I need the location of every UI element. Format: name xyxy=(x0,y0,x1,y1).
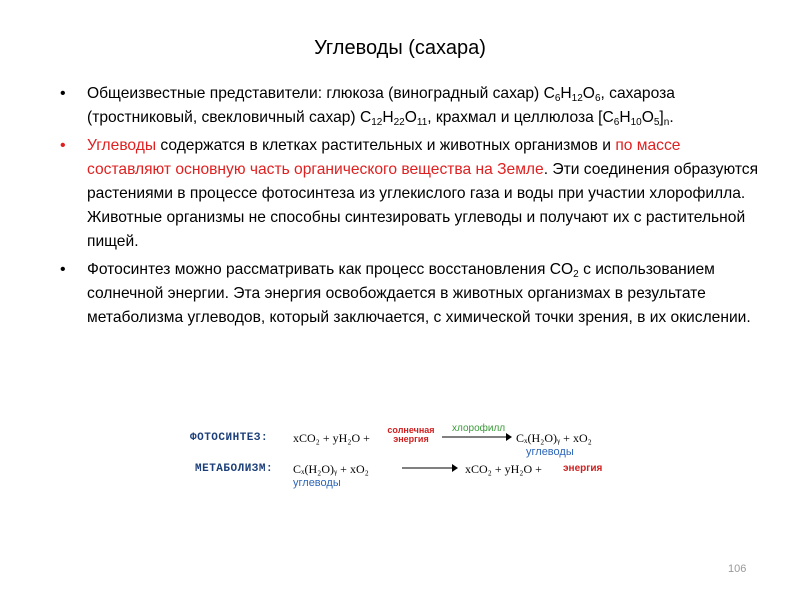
bullet-dot: • xyxy=(60,85,66,102)
slide-title: Углеводы (сахара) xyxy=(314,37,486,59)
subscript: 12 xyxy=(571,93,583,104)
bullet-2 xyxy=(60,134,760,254)
bullet-dot: • xyxy=(60,137,66,154)
subscript: 2 xyxy=(573,269,579,280)
metabolism-label: МЕТАБОЛИЗМ: xyxy=(195,463,274,475)
text: O xyxy=(582,85,595,102)
text: ] xyxy=(659,109,664,126)
chlorophyll-label: хлорофилл xyxy=(452,423,506,434)
photosynthesis-products: Cₓ(H₂O)ᵧ + xO₂ xyxy=(516,431,592,445)
page-number: 106 xyxy=(728,563,747,575)
text: . xyxy=(669,109,674,126)
bullet-dot: • xyxy=(60,261,66,278)
photosynthesis-label: ФОТОСИНТЕЗ: xyxy=(190,432,269,444)
solar-line1: солнечная xyxy=(387,425,435,435)
text: H xyxy=(619,109,631,126)
subscript: 6 xyxy=(554,93,561,104)
text: Общеизвестные представители: глюкоза (виноградный сахар) C xyxy=(87,85,555,102)
highlight-text: Углеводы xyxy=(87,137,157,154)
bullet-1 xyxy=(60,82,760,130)
solar-energy-label xyxy=(385,426,437,444)
subscript: 10 xyxy=(630,117,642,128)
text: Фотосинтез можно рассматривать как процесс восстановления CO xyxy=(87,261,574,278)
bullet-list xyxy=(60,82,760,334)
arrow-icon xyxy=(402,463,458,473)
metabolism-reactants: Cₓ(H₂O)ᵧ + xO₂ xyxy=(293,462,369,476)
text: с использованием солнечной энергии. Эта энергия освобождается в животных организмах в результате метаболизма углеводов, который заключается, с химической точки зрения, в их окислении. xyxy=(87,261,751,326)
energy-label: энергия xyxy=(563,463,603,474)
subscript: 11 xyxy=(416,117,428,128)
text: , крахмал и целлюлоза [C xyxy=(427,109,614,126)
text: . Эти соединения образуются растениями в процессе фотосинтеза из углекислого газа и воды при участии хлорофилла. Животные организмы не способны синтезировать углеводы и получают их с растительной пищей. xyxy=(87,161,759,250)
text: H xyxy=(382,109,394,126)
arrow-icon xyxy=(442,432,512,442)
metabolism-products: xCO₂ + yH₂O + xyxy=(465,462,542,476)
carbohydrates-label: углеводы xyxy=(293,477,341,489)
subscript: 6 xyxy=(613,117,620,128)
highlight-text: по массе составляют основную часть органического вещества на Земле xyxy=(87,137,681,178)
subscript: 22 xyxy=(393,117,405,128)
text: H xyxy=(560,85,572,102)
text: содержатся в клетках растительных и животных организмов и xyxy=(156,137,616,154)
photosynthesis-reactants: xCO₂ + yH₂O + xyxy=(293,431,370,445)
subscript: 6 xyxy=(594,93,601,104)
subscript: 12 xyxy=(371,117,383,128)
subscript: 5 xyxy=(653,117,660,128)
bullet-3 xyxy=(60,258,760,330)
subscript: n xyxy=(663,117,670,128)
text: , сахароза (тростниковый, свекловичный сахар) C xyxy=(87,85,675,126)
text: O xyxy=(404,109,417,126)
solar-line2: энергия xyxy=(393,434,429,444)
carbohydrates-label: углеводы xyxy=(526,446,574,458)
text: O xyxy=(641,109,654,126)
equations-figure xyxy=(190,420,630,492)
